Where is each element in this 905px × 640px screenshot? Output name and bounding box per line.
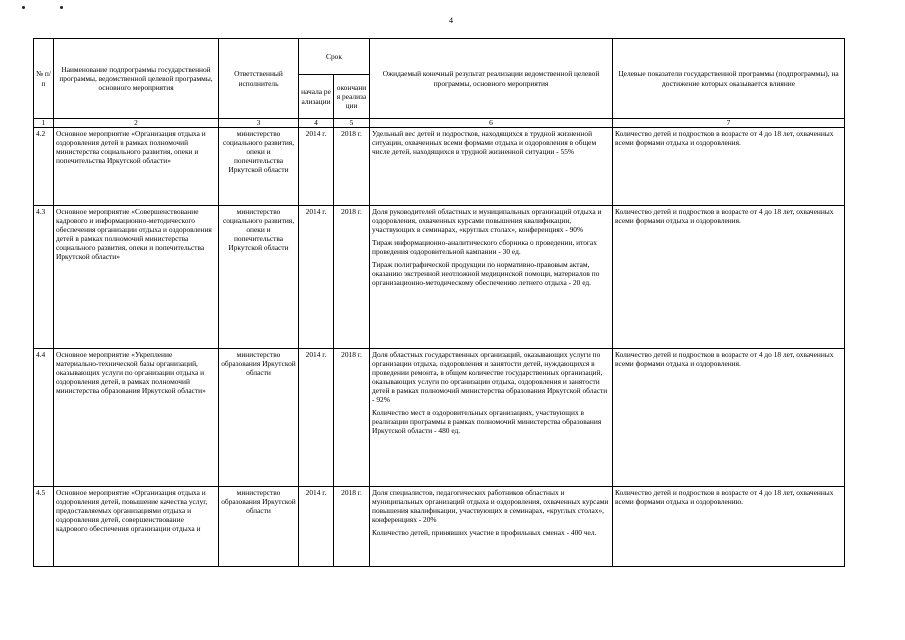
row-responsible: министерство образования Иркутской области — [219, 349, 299, 487]
row-name: Основное мероприятие «Организация отдыха и оздоровления детей в рамках полномочий министерства социального развития, опеки и попечительства Иркутской области» — [54, 128, 219, 206]
column-number: 1 — [34, 119, 54, 128]
header-indicators: Целевые показатели государственной программы (подпрограммы), на достижение которых оказывается влияние — [613, 39, 845, 119]
row-end: 2018 г. — [334, 487, 370, 567]
row-result — [370, 128, 613, 206]
row-start: 2014 г. — [299, 206, 334, 349]
header-name: Наименование подпрограммы государственной программы, ведомственной целевой программы, основного мероприятия — [54, 39, 219, 119]
row-start: 2014 г. — [299, 349, 334, 487]
result-item: Доля областных государственных организаций, оказывающих услуги по организации отдыха, оздоровления и занятости детей, нуждающихся в проведении ремонта, в общем количестве государственных организаций, оказывающих услуги по организации отдыха, оздоровления и занятости детей в рамках полномочий министерства образования Иркутской области - 92% — [372, 350, 608, 405]
row-result — [370, 349, 613, 487]
row-name: Основное мероприятие «Укрепление материально-технической базы организаций, оказывающих услуги по организации отдыха и оздоровления детей, в рамках полномочий министерства образования Иркутской области» — [54, 349, 219, 487]
row-end: 2018 г. — [334, 206, 370, 349]
row-num: 4.4 — [34, 349, 54, 487]
page-number: 4 — [449, 16, 453, 25]
row-responsible: министерство социального развития, опеки и попечительства Иркутской области — [219, 206, 299, 349]
scan-mark — [60, 6, 63, 9]
header-responsible: Ответственный исполнитель — [219, 39, 299, 119]
result-item: Тираж полиграфической продукции по нормативно-правовым актам, оказанию экстренной неотложной медицинской помощи, материалов по организационно-методическому обеспечению летнего отдыха - 20 ед. — [372, 260, 600, 288]
header-end: окончания реализации — [334, 75, 370, 119]
row-responsible: министерство социального развития, опеки и попечительства Иркутской области — [219, 128, 299, 206]
header-num: № п/п — [34, 39, 54, 119]
column-number: 3 — [219, 119, 299, 128]
result-item: Количество детей, принявших участие в профильных сменах - 400 чел. — [372, 528, 597, 538]
row-indicators: Количество детей и подростков в возрасте от 4 до 18 лет, охваченных всеми формами отдыха и оздоровлению. — [613, 487, 845, 567]
result-item: Количество мест в оздоровительных организациях, участвующих в реализации программы в рамках полномочий министерства образования Иркутской области - 480 ед. — [372, 408, 602, 436]
row-indicators: Количество детей и подростков в возрасте от 4 до 18 лет, охваченных всеми формами отдыха и оздоровления. — [613, 128, 845, 206]
row-num: 4.3 — [34, 206, 54, 349]
row-end: 2018 г. — [334, 128, 370, 206]
row-num: 4.5 — [34, 487, 54, 567]
row-start: 2014 г. — [299, 487, 334, 567]
row-name: Основное мероприятие «Совершенствование кадрового и информационно-методического обеспечения организации отдыха и оздоровления детей в рамках полномочий министерства социального развития, опеки и попечительства Иркутской области» — [54, 206, 219, 349]
row-result — [370, 487, 613, 567]
result-item: Удельный вес детей и подростков, находящихся в трудной жизненной ситуации, охваченных всеми формами отдыха и оздоровления в общем числе детей, находящихся в трудной жизненной ситуации - 55% — [372, 129, 597, 157]
table-row — [34, 487, 845, 567]
result-item: Доля специалистов, педагогических работников областных и муниципальных организаций отдыха и оздоровления, охваченных курсами повышения квалификации, участвующих в семинарах, «круглых столах», конференциях - 20% — [372, 488, 609, 525]
table-row — [34, 349, 845, 487]
row-indicators: Количество детей и подростков в возрасте от 4 до 18 лет, охваченных всеми формами отдыха и оздоровления. — [613, 349, 845, 487]
column-number: 4 — [299, 119, 334, 128]
column-number-row — [34, 119, 845, 128]
column-number: 6 — [370, 119, 613, 128]
program-table — [33, 38, 845, 567]
result-item: Тираж информационно-аналитического сборника о проведении, итогах проведения оздоровительной кампании - 30 ед. — [372, 238, 597, 257]
row-end: 2018 г. — [334, 349, 370, 487]
table-row — [34, 206, 845, 349]
header-result: Ожидаемый конечный результат реализации ведомственной целевой программы, основного мероприятия — [370, 39, 613, 119]
row-num: 4.2 — [34, 128, 54, 206]
header-term: Срок — [299, 39, 370, 75]
column-number: 5 — [334, 119, 370, 128]
row-start: 2014 г. — [299, 128, 334, 206]
row-indicators: Количество детей и подростков в возрасте от 4 до 18 лет, охваченных всеми формами отдыха и оздоровления. — [613, 206, 845, 349]
row-name: Основное мероприятие «Организация отдыха и оздоровления детей, повышение качества услуг, предоставляемых организациями отдыха и оздоровления детей, совершенствование кадрового обеспечения организации отдыха и — [54, 487, 219, 567]
header-start: начала реализации — [299, 75, 334, 119]
row-result — [370, 206, 613, 349]
result-item: Доля руководителей областных и муниципальных организаций отдыха и оздоровления, охваченных курсами повышения квалификации, участвующих в семинарах, «круглых столах», конференциях - 90% — [372, 207, 602, 235]
column-number: 2 — [54, 119, 219, 128]
scan-mark — [22, 6, 25, 9]
column-number: 7 — [613, 119, 845, 128]
row-responsible: министерство образования Иркутской области — [219, 487, 299, 567]
table-row — [34, 128, 845, 206]
